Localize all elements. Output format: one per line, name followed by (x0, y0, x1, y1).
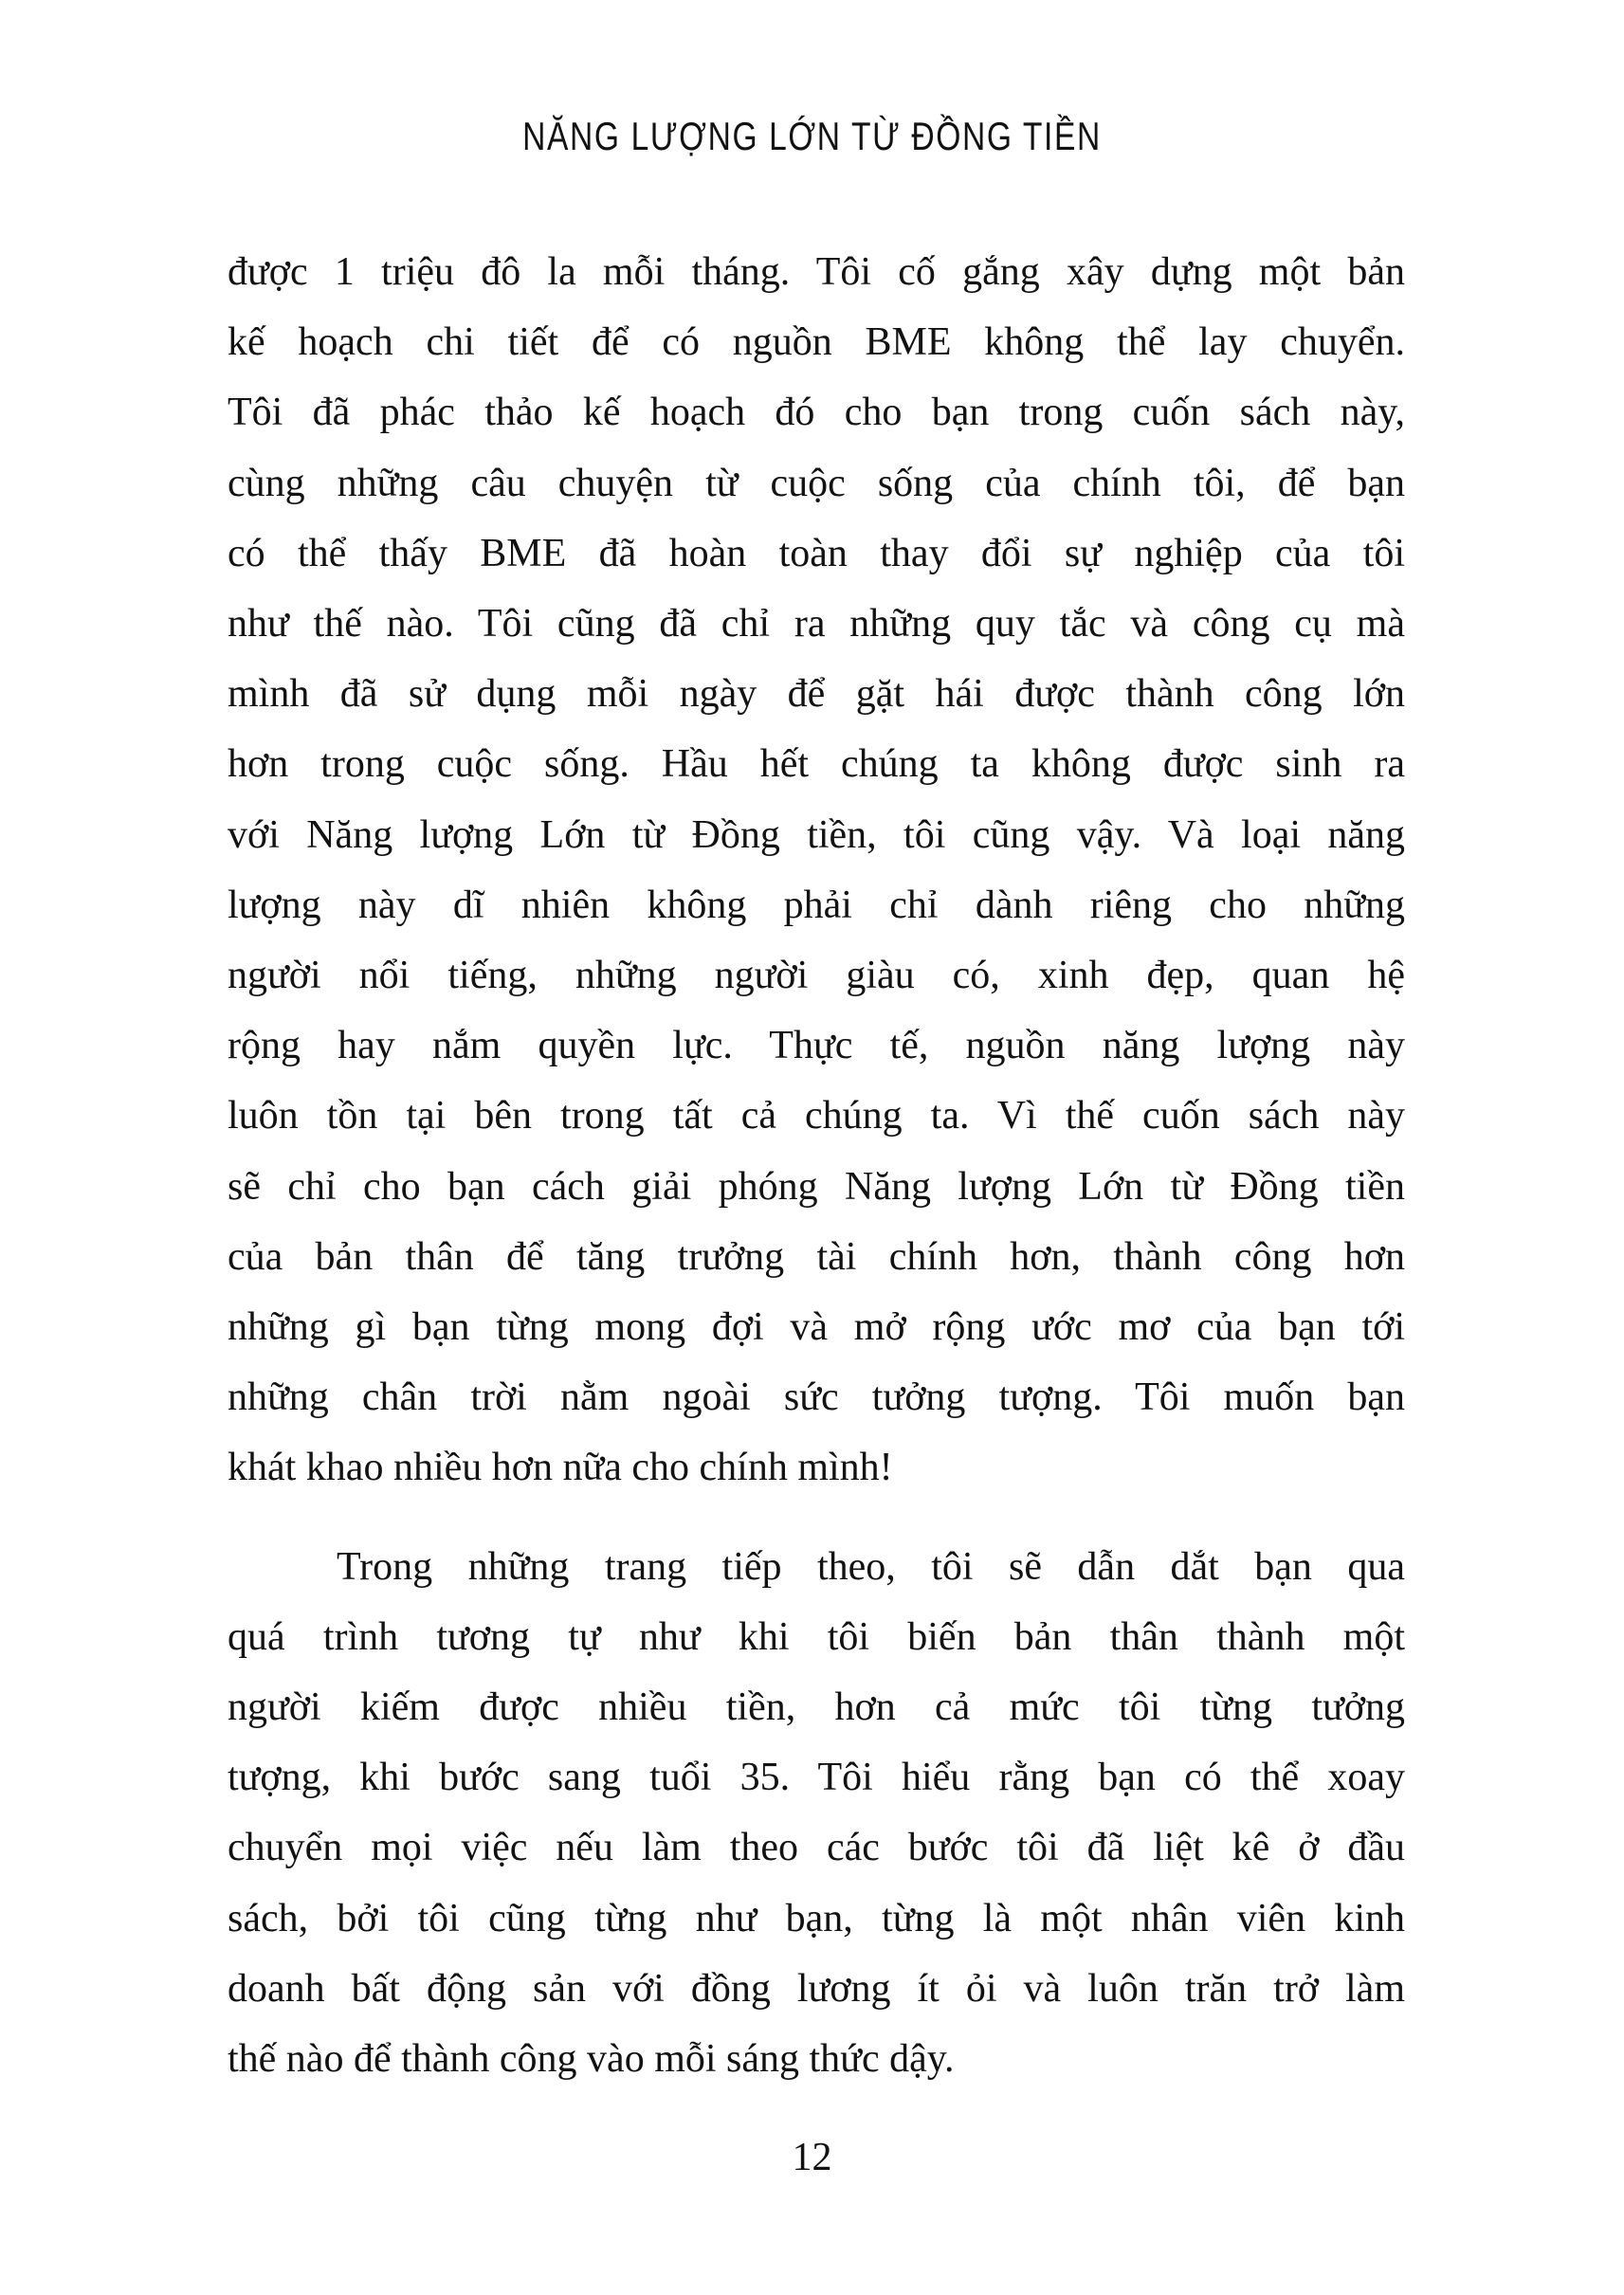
text-line: người kiếm được nhiều tiền, hơn cả mức tôi từng tưởng (228, 1685, 1405, 1730)
text-line: kế hoạch chi tiết để có nguồn BME không thể lay chuyển. (228, 320, 1405, 365)
text-line: khát khao nhiều hơn nữa cho chính mình! (228, 1446, 893, 1490)
text-line: lượng này dĩ nhiên không phải chỉ dành riêng cho những (228, 883, 1405, 927)
text-line: của bản thân để tăng trưởng tài chính hơn, thành công hơn (228, 1234, 1405, 1279)
paragraph-2 (228, 1532, 1405, 2095)
text-line: rộng hay nắm quyền lực. Thực tế, nguồn năng lượng này (228, 1024, 1405, 1068)
text-line: được 1 triệu đô la mỗi tháng. Tôi cố gắng xây dựng một bản (228, 250, 1405, 294)
text-line: doanh bất động sản với đồng lương ít ỏi và luôn trăn trở làm (228, 1966, 1405, 2011)
text-line: sẽ chỉ cho bạn cách giải phóng Năng lượng Lớn từ Đồng tiền (228, 1164, 1405, 1209)
text-line: người nổi tiếng, những người giàu có, xinh đẹp, quan hệ (228, 954, 1405, 998)
text-line: Tôi đã phác thảo kế hoạch đó cho bạn trong cuốn sách này, (228, 391, 1405, 435)
text-line: quá trình tương tự như khi tôi biến bản thân thành một (228, 1614, 1405, 1659)
text-line: cùng những câu chuyện từ cuộc sống của chính tôi, để bạn (228, 461, 1405, 505)
text-line: luôn tồn tại bên trong tất cả chúng ta. Vì thế cuốn sách này (228, 1094, 1405, 1138)
page-number: 12 (792, 2136, 832, 2179)
text-line: Trong những trang tiếp theo, tôi sẽ dẫn dắt bạn qua (337, 1544, 1405, 1589)
paragraph-1 (228, 237, 1405, 1503)
text-line: những chân trời nằm ngoài sức tưởng tượng. Tôi muốn bạn (228, 1375, 1405, 1420)
text-line: thế nào để thành công vào mỗi sáng thức dậy. (228, 2037, 955, 2082)
text-line: sách, bởi tôi cũng từng như bạn, từng là một nhân viên kinh (228, 1896, 1405, 1940)
text-line: chuyển mọi việc nếu làm theo các bước tôi đã liệt kê ở đầu (228, 1826, 1405, 1870)
text-line: như thế nào. Tôi cũng đã chỉ ra những quy tắc và công cụ mà (228, 602, 1405, 647)
body-text (228, 237, 1405, 2094)
text-line: những gì bạn từng mong đợi và mở rộng ước mơ của bạn tới (228, 1305, 1405, 1350)
text-line: hơn trong cuộc sống. Hầu hết chúng ta không được sinh ra (228, 742, 1405, 787)
text-line: tượng, khi bước sang tuổi 35. Tôi hiểu rằng bạn có thể xoay (228, 1756, 1405, 1800)
text-line: mình đã sử dụng mỗi ngày để gặt hái được thành công lớn (228, 672, 1405, 717)
text-line: có thể thấy BME đã hoàn toàn thay đổi sự nghiệp của tôi (228, 531, 1405, 575)
text-line: với Năng lượng Lớn từ Đồng tiền, tôi cũng vậy. Và loại năng (228, 812, 1405, 857)
running-header: NĂNG LƯỢNG LỚN TỪ ĐỒNG TIỀN (522, 114, 1102, 158)
